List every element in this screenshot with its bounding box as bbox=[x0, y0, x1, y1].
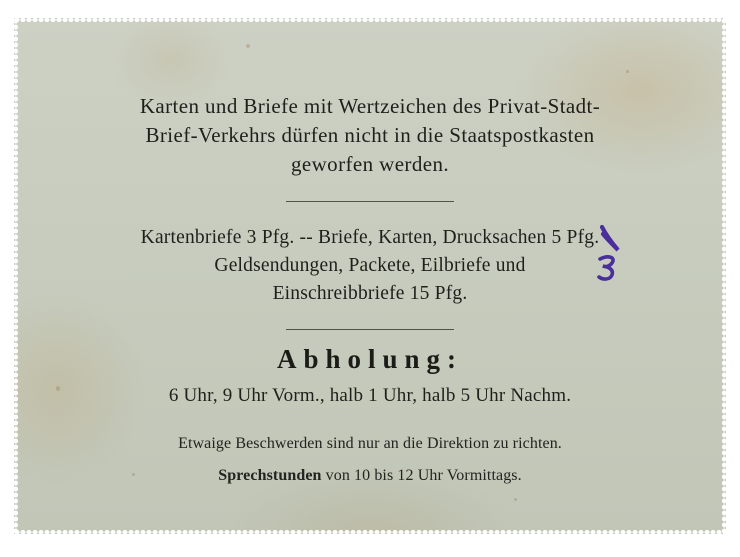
complaints-note: Etwaige Beschwerden sind nur an die Direktion zu richten. bbox=[178, 434, 562, 452]
rates-line-1: Kartenbriefe 3 Pfg. -- Briefe, Karten, Drucksachen 5 Pfg. bbox=[140, 226, 600, 248]
office-hours-note bbox=[74, 467, 666, 485]
notice-line-1: Karten und Briefe mit Wertzeichen des Privat-Stadt- bbox=[139, 94, 601, 118]
notice-paragraph bbox=[74, 92, 666, 179]
rates-paragraph bbox=[74, 224, 666, 309]
office-hours-label: Sprechstunden bbox=[218, 466, 322, 484]
notice-line-3: geworfen werden. bbox=[291, 151, 449, 176]
rates-line-2: Geldsendungen, Packete, Eilbriefe und bbox=[214, 255, 526, 277]
rates-line-3: Einschreibbriefe 15 Pfg. bbox=[272, 283, 468, 305]
card-printed-content bbox=[14, 18, 726, 534]
office-hours-text: von 10 bis 12 Uhr Vormittags. bbox=[321, 466, 522, 484]
collection-heading: Abholung: bbox=[276, 343, 464, 374]
collection-times: 6 Uhr, 9 Uhr Vorm., halb 1 Uhr, halb 5 Uhr Nachm. bbox=[168, 384, 572, 406]
divider-rule-bottom bbox=[286, 329, 454, 330]
notice-line-2: Brief-Verkehrs dürfen nicht in die Staatspostkasten bbox=[145, 122, 595, 147]
postal-card bbox=[14, 18, 726, 534]
divider-rule-top bbox=[286, 201, 454, 202]
